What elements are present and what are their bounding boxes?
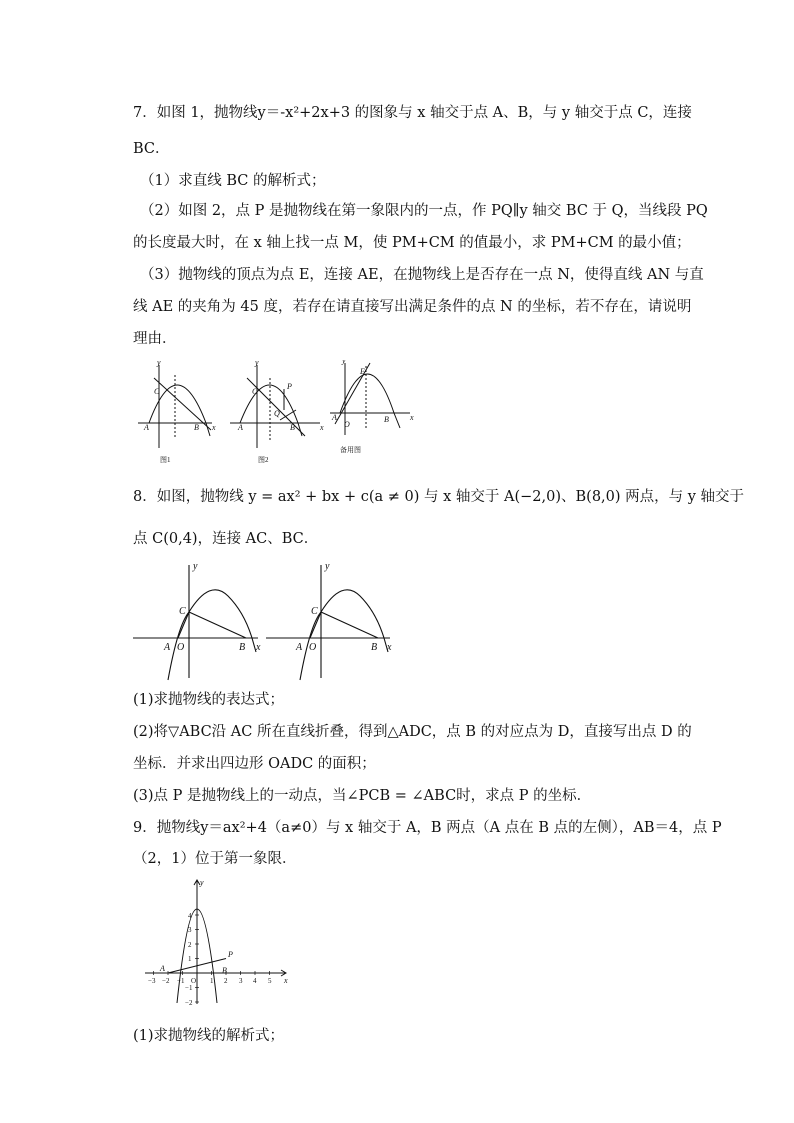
p8-fig2-b-label: B [371,642,378,653]
fig2-q-label: Q [274,409,280,418]
fig3-x-label: x [410,413,414,422]
p9-tick-y-4: 4 [188,912,192,920]
p9-b-label: B [222,966,227,975]
fig1-a-label: A [144,423,149,432]
fig1-x-label: x [212,423,216,432]
p9-line1: 9．抛物线y＝ax²+4（a≠0）与 x 轴交于 A，B 两点（A 点在 B 点的左侧），AB＝4，点 P [133,820,722,836]
p9-line2: （2，1）位于第一象限． [133,851,297,867]
fig2-caption: 图2 [258,456,269,464]
p9-tick-x-neg3: −3 [148,977,156,985]
p9-tick-y-2: 2 [188,941,192,949]
fig3-y-label: y [342,360,346,365]
p9-x-label: x [284,976,288,985]
p8-fig1-a-label: A [164,642,171,653]
p9-y-label: y [200,878,204,887]
p8-fig2-c-label: C [311,606,318,617]
fig1-caption: 图1 [160,456,171,464]
fig1-b-label: B [194,423,199,432]
fig3-e-label: E [360,367,365,376]
p9-tick-x-neg1: −1 [177,977,185,985]
p7-question2a: （2）如图 2，点 P 是抛物线在第一象限内的一点，作 PQ∥y 轴交 BC 于 Q，当线段 PQ [140,203,708,219]
p8-fig1-o-label: O [177,642,185,653]
fig2-p-label: P [287,382,292,391]
p7-line1: 7．如图 1，抛物线y＝-x²+2x+3 的图象与 x 轴交于点 A、B，与 y 轴交于点 C，连接 [133,105,692,121]
p7-figures [130,360,425,468]
p9-tick-x-2: 2 [224,977,228,985]
p9-tick-y-neg2: −2 [185,999,193,1007]
p9-tick-y-1: 1 [188,955,192,963]
p8-question2b: 坐标．并求出四边形 OADC 的面积； [133,756,376,772]
fig2-a-label: A [238,423,243,432]
p9-question1: (1)求抛物线的解析式； [133,1028,285,1044]
p7-question2b: 的长度最大时，在 x 轴上找一点 M，使 PM+CM 的值最小，求 PM+CM 的最小值； [133,235,691,251]
fig2-c-label: C [252,387,258,396]
p8-line1: 8．如图，抛物线 y = ax² + bx + c(a ≠ 0) 与 x 轴交于 A(−2,0)、B(8,0) 两点，与 y 轴交于 [133,489,745,505]
p9-p-label: P [228,950,233,959]
p8-question3: (3)点 P 是抛物线上的一动点，当∠PCB = ∠ABC时，求点 P 的坐标． [133,788,592,804]
p9-tick-x-1: 1 [210,977,214,985]
fig3-caption: 备用图 [340,446,361,454]
p9-tick-y-3: 3 [188,926,192,934]
fig1-c-label: C [154,387,160,396]
p8-figures [128,560,398,685]
p9-tick-x-3: 3 [239,977,243,985]
p8-fig1-y-label: y [193,561,198,572]
p9-tick-y-neg1: −1 [185,984,193,992]
p9-a-label: A [160,964,165,973]
p8-question1: (1)求抛物线的表达式； [133,692,285,708]
p9-tick-x-4: 4 [253,977,257,985]
fig2-x-label: x [320,423,324,432]
p7-question3a: （3）抛物线的顶点为点 E，连接 AE，在抛物线上是否存在一点 N，使得直线 AN 与直 [140,267,704,283]
p7-line2: BC． [133,141,170,157]
p8-fig2-a-label: A [296,642,303,653]
fig2-y-label: y [255,360,259,367]
fig1-y-label: y [157,360,161,367]
p7-question3b: 线 AE 的夹角为 45 度，若存在请直接写出满足条件的点 N 的坐标，若不存在，请说明 [133,299,692,315]
p7-question1: （1）求直线 BC 的解析式； [140,173,326,189]
p8-fig1-b-label: B [239,642,246,653]
p8-fig2-o-label: O [309,642,317,653]
p7-question3c: 理由． [133,331,177,347]
p9-origin-label: O [191,977,197,985]
p8-fig2-x-label: x [387,642,392,653]
fig3-o-label: O [344,420,350,429]
p8-question2a: (2)将▽ABC沿 AC 所在直线折叠，得到△ADC，点 B 的对应点为 D，直接写出点 D 的 [133,724,692,740]
p9-tick-x-5: 5 [268,977,272,985]
p9-tick-x-neg2: −2 [162,977,170,985]
p8-fig1-x-label: x [256,642,261,653]
fig3-b-label: B [384,415,389,424]
p8-fig2-y-label: y [325,561,330,572]
p8-fig1-c-label: C [179,606,186,617]
p8-line2: 点 C(0,4)，连接 AC、BC． [133,531,319,547]
fig2-b-label: B [290,423,295,432]
p9-figure [130,876,295,1011]
fig3-a-label: A [332,413,337,422]
